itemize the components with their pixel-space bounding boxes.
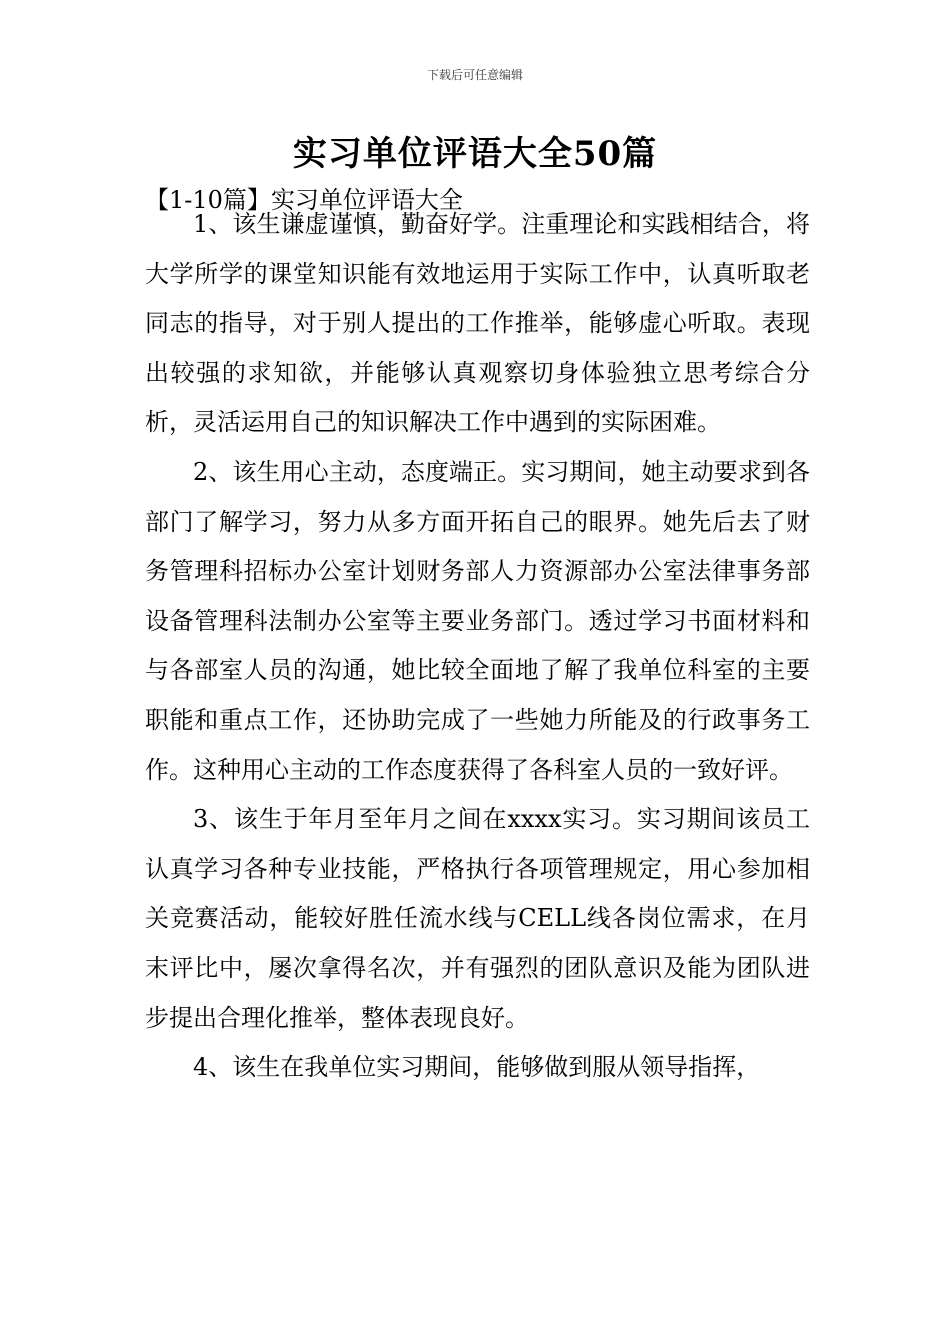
section-heading: 【1-10篇】实习单位评语大全 — [145, 186, 463, 214]
paragraph-1: 1、该生谦虚谨慎，勤奋好学。注重理论和实践相结合，将大学所学的课堂知识能有效地运用于实际工作中，认真听取老同志的指导，对于别人提出的工作推举，能够虚心听取。表现出较强的求知欲，并能够认真观察切身体验独立思考综合分析，灵活运用自己的知识解决工作中遇到的实际困难。 — [145, 210, 810, 437]
paragraph-2: 2、该生用心主动，态度端正。实习期间，她主动要求到各部门了解学习，努力从多方面开拓自己的眼界。她先后去了财务管理科招标办公室计划财务部人力资源部办公室法律事务部设备管理科法制办公室等主要业务部门。透过学习书面材料和与各部室人员的沟通，她比较全面地了解了我单位科室的主要职能和重点工作，还协助完成了一些她力所能及的行政事务工作。这种用心主动的工作态度获得了各科室人员的一致好评。 — [145, 457, 810, 784]
header-note: 下载后可任意编辑 — [426, 68, 523, 82]
document-title: 实习单位评语大全50篇 — [292, 134, 658, 174]
paragraph-3: 3、该生于年月至年月之间在xxxx实习。实习期间该员工认真学习各种专业技能，严格执行各项管理规定，用心参加相关竞赛活动，能较好胜任流水线与CELL线各岗位需求，在月末评比中，屡次拿得名次，并有强烈的团队意识及能为团队进步提出合理化推举，整体表现良好。 — [145, 805, 810, 1032]
document-body — [145, 200, 810, 1093]
paragraph-4: 4、该生在我单位实习期间，能够做到服从领导指挥， — [193, 1053, 761, 1082]
